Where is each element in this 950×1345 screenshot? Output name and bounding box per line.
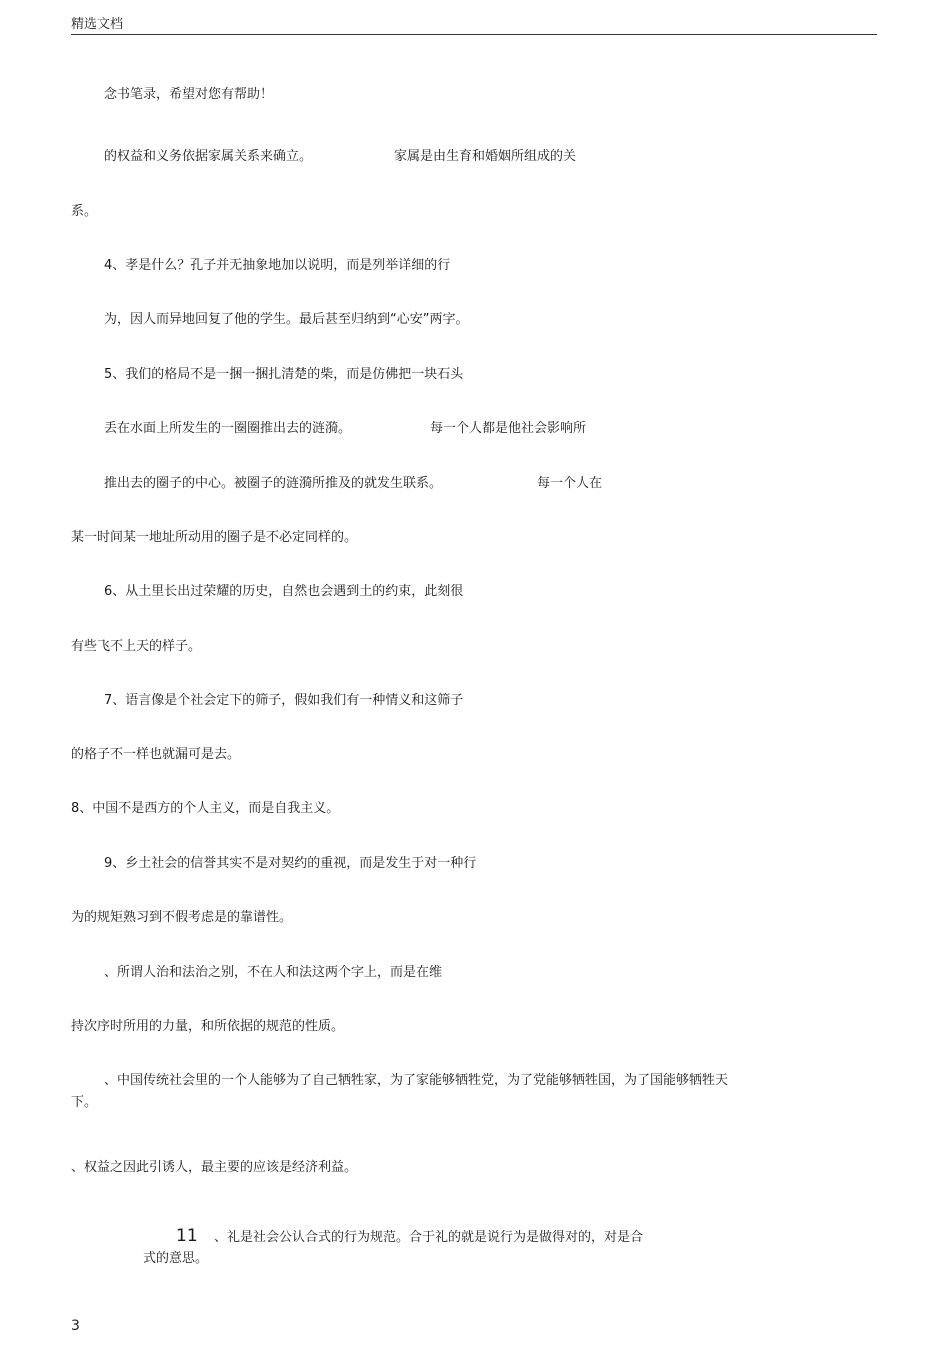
text-line: 丢在水面上所发生的一圈圈推出去的涟漪。: [104, 421, 352, 436]
text-line: 8、中国不是西方的个人主义，而是自我主义。: [71, 801, 340, 816]
item-number: 11: [176, 1226, 198, 1246]
text-line: 、中国传统社会里的一个人能够为了自己牺牲家，为了家能够牺牲党，为了党能够牺牲国，为了国能够牺牲天: [104, 1073, 729, 1088]
text-line: 、礼是社会公认合式的行为规范。合于礼的就是说行为是做得对的，对是合: [214, 1230, 644, 1245]
text-line: 为的规矩熟习到不假考虑是的靠谱性。: [71, 910, 293, 925]
text-line: 推出去的圈子的中心。被圈子的涟漪所推及的就发生联系。: [104, 476, 443, 491]
text-line: 家属是由生育和婚姻所组成的关: [394, 149, 577, 164]
text-line: 下。: [71, 1095, 98, 1110]
text-line: 持次序时所用的力量，和所依据的规范的性质。: [71, 1019, 345, 1034]
text-line: 念书笔录，希望对您有帮助！: [104, 87, 274, 102]
text-line: 为，因人而异地回复了他的学生。最后甚至归纳到“心安”两字。: [104, 312, 469, 327]
text-line: 的权益和义务依据家属关系来确立。: [104, 149, 313, 164]
text-line: 式的意思。: [143, 1251, 209, 1266]
text-line: 某一时间某一地址所动用的圈子是不必定同样的。: [71, 530, 358, 545]
page-number: 3: [71, 1318, 80, 1334]
text-line: 每一个人在: [537, 476, 603, 491]
text-line: 4、孝是什么？孔子并无抽象地加以说明，而是列举详细的行: [104, 258, 451, 273]
text-line: 5、我们的格局不是一捆一捆扎清楚的柴，而是仿佛把一块石头: [104, 367, 464, 382]
text-line: 、所谓人治和法治之别，不在人和法这两个字上，而是在维: [104, 965, 443, 980]
text-line: 的格子不一样也就漏可是去。: [71, 747, 241, 762]
text-line: 每一个人都是他社会影响所: [430, 421, 587, 436]
text-line: 6、从土里长出过荣耀的历史，自然也会遇到土的约束，此刻很: [104, 584, 464, 599]
text-line: 、权益之因此引诱人，最主要的应该是经济利益。: [71, 1160, 358, 1175]
text-line: 有些飞不上天的样子。: [71, 639, 202, 654]
text-line: 9、乡土社会的信誉其实不是对契约的重视，而是发生于对一种行: [104, 856, 477, 871]
page-header: [71, 12, 877, 35]
header-title: 精选文档: [71, 17, 124, 32]
text-line: 系。: [71, 204, 98, 219]
text-line: 7、语言像是个社会定下的筛子，假如我们有一种情义和这筛子: [104, 693, 464, 708]
